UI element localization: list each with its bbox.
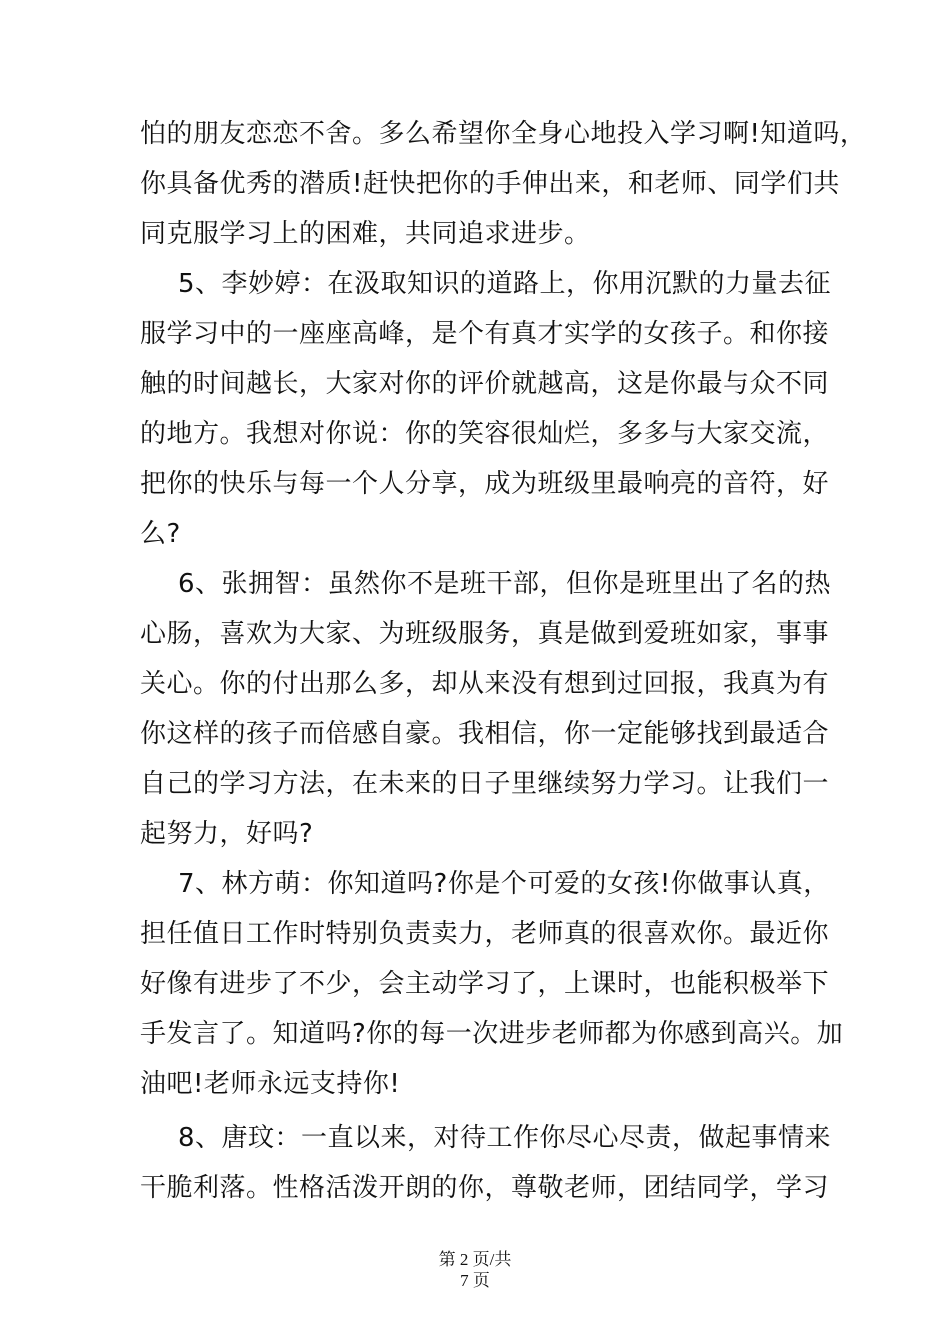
page-number-line-2: 7 页 [460, 1271, 490, 1290]
text-line: 心肠，喜欢为大家、为班级服务，真是做到爱班如家，事事 [140, 619, 830, 649]
text-line: 么? [140, 519, 181, 549]
page-number-line-1: 第 2 页/共 [438, 1250, 512, 1269]
text-line: 的地方。我想对你说：你的笑容很灿烂，多多与大家交流， [140, 419, 830, 449]
text-line: 你这样的孩子而倍感自豪。我相信，你一定能够找到最适合 [140, 719, 830, 749]
text-line: 触的时间越长，大家对你的评价就越高，这是你最与众不同 [140, 369, 830, 399]
text-line: 担任值日工作时特别负责卖力，老师真的很喜欢你。最近你 [140, 919, 830, 949]
paragraph-5-start: 5、李妙婷：在汲取知识的道路上，你用沉默的力量去征 [178, 269, 832, 299]
text-line: 把你的快乐与每一个人分享，成为班级里最响亮的音符，好 [140, 469, 830, 499]
text-line: 自己的学习方法，在未来的日子里继续努力学习。让我们一 [140, 769, 830, 799]
text-line: 你具备优秀的潜质!赶快把你的手伸出来，和老师、同学们共 [140, 169, 840, 199]
text-line: 起努力，好吗? [140, 819, 314, 849]
paragraph-7-start: 7、林方萌：你知道吗?你是个可爱的女孩!你做事认真， [178, 869, 830, 899]
text-line: 服学习中的一座座高峰，是个有真才实学的女孩子。和你接 [140, 319, 830, 349]
text-line: 关心。你的付出那么多，却从来没有想到过回报，我真为有 [140, 669, 830, 699]
text-line: 怕的朋友恋恋不舍。多么希望你全身心地投入学习啊!知道吗， [140, 119, 867, 149]
paragraph-8-start: 8、唐玟：一直以来，对待工作你尽心尽责，做起事情来 [178, 1123, 832, 1153]
text-line: 同克服学习上的困难，共同追求进步。 [140, 219, 591, 249]
text-line: 手发言了。知道吗?你的每一次进步老师都为你感到高兴。加 [140, 1019, 844, 1049]
text-line: 油吧!老师永远支持你! [140, 1069, 401, 1099]
text-line: 干脆利落。性格活泼开朗的你，尊敬老师，团结同学，学习 [140, 1173, 830, 1203]
text-line: 好像有进步了不少，会主动学习了，上课时，也能积极举下 [140, 969, 830, 999]
paragraph-6-start: 6、张拥智：虽然你不是班干部，但你是班里出了名的热 [178, 569, 832, 599]
